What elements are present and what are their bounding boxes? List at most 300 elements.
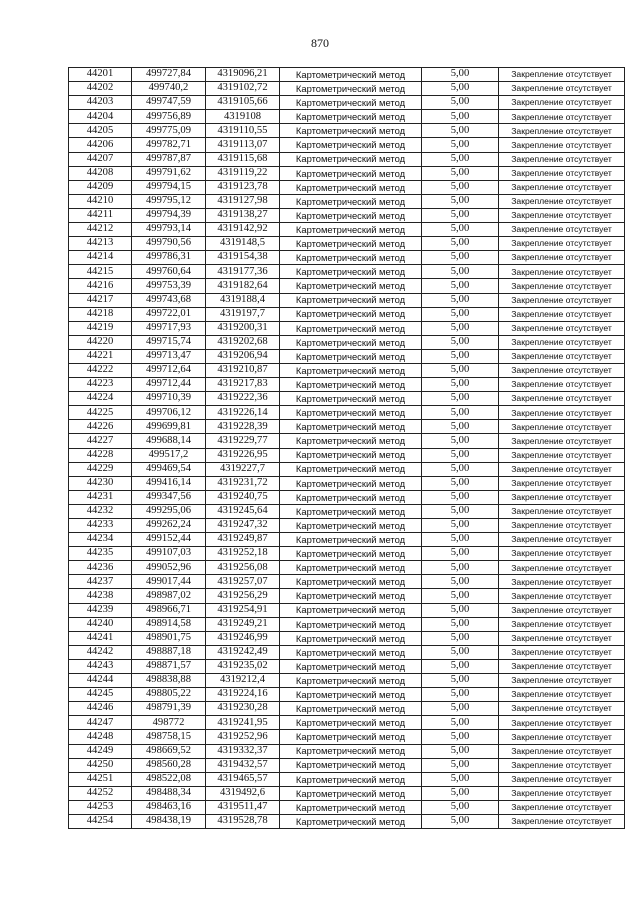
method-cell: Картометрический метод [280, 434, 422, 448]
fixation-cell: Закрепление отсутствует [499, 448, 625, 462]
table-row [69, 237, 625, 251]
fixation-cell: Закрепление отсутствует [499, 265, 625, 279]
y-coordinate-cell: 4319256,08 [206, 561, 280, 575]
y-coordinate-cell: 4319247,32 [206, 519, 280, 533]
method-cell: Картометрический метод [280, 744, 422, 758]
table-row [69, 772, 625, 786]
accuracy-cell: 5,00 [422, 772, 499, 786]
y-coordinate-cell: 4319217,83 [206, 378, 280, 392]
y-coordinate-cell: 4319249,21 [206, 617, 280, 631]
point-number-cell: 44240 [69, 617, 132, 631]
point-number-cell: 44209 [69, 180, 132, 194]
y-coordinate-cell: 4319249,87 [206, 533, 280, 547]
y-coordinate-cell: 4319123,78 [206, 180, 280, 194]
point-number-cell: 44226 [69, 420, 132, 434]
coordinates-table [68, 67, 625, 829]
x-coordinate-cell: 499753,39 [132, 279, 206, 293]
table-row [69, 533, 625, 547]
table-row [69, 68, 625, 82]
point-number-cell: 44251 [69, 772, 132, 786]
fixation-cell: Закрепление отсутствует [499, 786, 625, 800]
x-coordinate-cell: 499017,44 [132, 575, 206, 589]
fixation-cell: Закрепление отсутствует [499, 744, 625, 758]
accuracy-cell: 5,00 [422, 335, 499, 349]
table-row [69, 335, 625, 349]
x-coordinate-cell: 498887,18 [132, 645, 206, 659]
y-coordinate-cell: 4319102,72 [206, 82, 280, 96]
point-number-cell: 44249 [69, 744, 132, 758]
fixation-cell: Закрепление отсутствует [499, 194, 625, 208]
x-coordinate-cell: 499712,44 [132, 378, 206, 392]
x-coordinate-cell: 499743,68 [132, 293, 206, 307]
y-coordinate-cell: 4319142,92 [206, 223, 280, 237]
x-coordinate-cell: 498669,52 [132, 744, 206, 758]
x-coordinate-cell: 498838,88 [132, 674, 206, 688]
fixation-cell: Закрепление отсутствует [499, 82, 625, 96]
method-cell: Картометрический метод [280, 68, 422, 82]
y-coordinate-cell: 4319224,16 [206, 688, 280, 702]
accuracy-cell: 5,00 [422, 363, 499, 377]
method-cell: Картометрический метод [280, 180, 422, 194]
point-number-cell: 44229 [69, 462, 132, 476]
point-number-cell: 44227 [69, 434, 132, 448]
table-row [69, 96, 625, 110]
point-number-cell: 44212 [69, 223, 132, 237]
method-cell: Картометрический метод [280, 279, 422, 293]
y-coordinate-cell: 4319227,7 [206, 462, 280, 476]
accuracy-cell: 5,00 [422, 293, 499, 307]
x-coordinate-cell: 498901,75 [132, 631, 206, 645]
accuracy-cell: 5,00 [422, 617, 499, 631]
table-row [69, 349, 625, 363]
y-coordinate-cell: 4319206,94 [206, 349, 280, 363]
table-row [69, 504, 625, 518]
method-cell: Картометрический метод [280, 504, 422, 518]
method-cell: Картометрический метод [280, 448, 422, 462]
x-coordinate-cell: 499727,84 [132, 68, 206, 82]
method-cell: Картометрический метод [280, 378, 422, 392]
accuracy-cell: 5,00 [422, 307, 499, 321]
x-coordinate-cell: 499740,2 [132, 82, 206, 96]
table-row [69, 448, 625, 462]
point-number-cell: 44245 [69, 688, 132, 702]
table-row [69, 814, 625, 828]
point-number-cell: 44234 [69, 533, 132, 547]
table-row [69, 617, 625, 631]
x-coordinate-cell: 499782,71 [132, 138, 206, 152]
method-cell: Картометрический метод [280, 674, 422, 688]
point-number-cell: 44213 [69, 237, 132, 251]
table-row [69, 307, 625, 321]
point-number-cell: 44224 [69, 392, 132, 406]
y-coordinate-cell: 4319148,5 [206, 237, 280, 251]
fixation-cell: Закрепление отсутствует [499, 124, 625, 138]
y-coordinate-cell: 4319511,47 [206, 800, 280, 814]
accuracy-cell: 5,00 [422, 533, 499, 547]
y-coordinate-cell: 4319154,38 [206, 251, 280, 265]
y-coordinate-cell: 4319242,49 [206, 645, 280, 659]
fixation-cell: Закрепление отсутствует [499, 674, 625, 688]
x-coordinate-cell: 499710,39 [132, 392, 206, 406]
method-cell: Картометрический метод [280, 659, 422, 673]
accuracy-cell: 5,00 [422, 349, 499, 363]
point-number-cell: 44236 [69, 561, 132, 575]
method-cell: Картометрический метод [280, 603, 422, 617]
point-number-cell: 44248 [69, 730, 132, 744]
point-number-cell: 44235 [69, 547, 132, 561]
fixation-cell: Закрепление отсутствует [499, 688, 625, 702]
accuracy-cell: 5,00 [422, 321, 499, 335]
point-number-cell: 44202 [69, 82, 132, 96]
x-coordinate-cell: 498805,22 [132, 688, 206, 702]
table-row [69, 166, 625, 180]
accuracy-cell: 5,00 [422, 208, 499, 222]
fixation-cell: Закрепление отсутствует [499, 659, 625, 673]
method-cell: Картометрический метод [280, 533, 422, 547]
table-row [69, 265, 625, 279]
x-coordinate-cell: 498560,28 [132, 758, 206, 772]
accuracy-cell: 5,00 [422, 800, 499, 814]
method-cell: Картометрический метод [280, 716, 422, 730]
point-number-cell: 44219 [69, 321, 132, 335]
fixation-cell: Закрепление отсутствует [499, 110, 625, 124]
x-coordinate-cell: 499688,14 [132, 434, 206, 448]
x-coordinate-cell: 499790,56 [132, 237, 206, 251]
table-row [69, 631, 625, 645]
x-coordinate-cell: 499775,09 [132, 124, 206, 138]
accuracy-cell: 5,00 [422, 730, 499, 744]
y-coordinate-cell: 4319182,64 [206, 279, 280, 293]
fixation-cell: Закрепление отсутствует [499, 392, 625, 406]
x-coordinate-cell: 499787,87 [132, 152, 206, 166]
accuracy-cell: 5,00 [422, 194, 499, 208]
point-number-cell: 44239 [69, 603, 132, 617]
point-number-cell: 44204 [69, 110, 132, 124]
x-coordinate-cell: 499713,47 [132, 349, 206, 363]
fixation-cell: Закрепление отсутствует [499, 279, 625, 293]
point-number-cell: 44217 [69, 293, 132, 307]
y-coordinate-cell: 4319241,95 [206, 716, 280, 730]
fixation-cell: Закрепление отсутствует [499, 68, 625, 82]
accuracy-cell: 5,00 [422, 110, 499, 124]
method-cell: Картометрический метод [280, 631, 422, 645]
table-row [69, 758, 625, 772]
point-number-cell: 44210 [69, 194, 132, 208]
x-coordinate-cell: 499706,12 [132, 406, 206, 420]
fixation-cell: Закрепление отсутствует [499, 617, 625, 631]
x-coordinate-cell: 498966,71 [132, 603, 206, 617]
y-coordinate-cell: 4319226,95 [206, 448, 280, 462]
table-row [69, 110, 625, 124]
accuracy-cell: 5,00 [422, 378, 499, 392]
accuracy-cell: 5,00 [422, 279, 499, 293]
method-cell: Картометрический метод [280, 617, 422, 631]
x-coordinate-cell: 498987,02 [132, 589, 206, 603]
table-row [69, 293, 625, 307]
method-cell: Картометрический метод [280, 490, 422, 504]
point-number-cell: 44250 [69, 758, 132, 772]
y-coordinate-cell: 4319226,14 [206, 406, 280, 420]
point-number-cell: 44238 [69, 589, 132, 603]
x-coordinate-cell: 499756,89 [132, 110, 206, 124]
accuracy-cell: 5,00 [422, 265, 499, 279]
y-coordinate-cell: 4319256,29 [206, 589, 280, 603]
method-cell: Картометрический метод [280, 772, 422, 786]
x-coordinate-cell: 499794,39 [132, 208, 206, 222]
table-row [69, 223, 625, 237]
point-number-cell: 44222 [69, 363, 132, 377]
x-coordinate-cell: 498914,58 [132, 617, 206, 631]
table-row [69, 251, 625, 265]
x-coordinate-cell: 499786,31 [132, 251, 206, 265]
fixation-cell: Закрепление отсутствует [499, 321, 625, 335]
fixation-cell: Закрепление отсутствует [499, 504, 625, 518]
fixation-cell: Закрепление отсутствует [499, 307, 625, 321]
fixation-cell: Закрепление отсутствует [499, 406, 625, 420]
method-cell: Картометрический метод [280, 251, 422, 265]
table-row [69, 420, 625, 434]
method-cell: Картометрический метод [280, 223, 422, 237]
method-cell: Картометрический метод [280, 406, 422, 420]
table-row [69, 730, 625, 744]
table-row [69, 716, 625, 730]
y-coordinate-cell: 4319119,22 [206, 166, 280, 180]
table-row [69, 490, 625, 504]
method-cell: Картометрический метод [280, 561, 422, 575]
fixation-cell: Закрепление отсутствует [499, 533, 625, 547]
point-number-cell: 44233 [69, 519, 132, 533]
point-number-cell: 44241 [69, 631, 132, 645]
accuracy-cell: 5,00 [422, 659, 499, 673]
method-cell: Картометрический метод [280, 800, 422, 814]
accuracy-cell: 5,00 [422, 96, 499, 110]
y-coordinate-cell: 4319231,72 [206, 476, 280, 490]
table-row [69, 603, 625, 617]
accuracy-cell: 5,00 [422, 251, 499, 265]
fixation-cell: Закрепление отсутствует [499, 237, 625, 251]
fixation-cell: Закрепление отсутствует [499, 603, 625, 617]
table-row [69, 321, 625, 335]
fixation-cell: Закрепление отсутствует [499, 814, 625, 828]
accuracy-cell: 5,00 [422, 462, 499, 476]
point-number-cell: 44216 [69, 279, 132, 293]
fixation-cell: Закрепление отсутствует [499, 575, 625, 589]
accuracy-cell: 5,00 [422, 645, 499, 659]
method-cell: Картометрический метод [280, 645, 422, 659]
y-coordinate-cell: 4319108 [206, 110, 280, 124]
point-number-cell: 44232 [69, 504, 132, 518]
x-coordinate-cell: 499295,06 [132, 504, 206, 518]
accuracy-cell: 5,00 [422, 406, 499, 420]
table-row [69, 363, 625, 377]
y-coordinate-cell: 4319113,07 [206, 138, 280, 152]
fixation-cell: Закрепление отсутствует [499, 363, 625, 377]
table-row [69, 406, 625, 420]
accuracy-cell: 5,00 [422, 519, 499, 533]
method-cell: Картометрический метод [280, 589, 422, 603]
method-cell: Картометрический метод [280, 335, 422, 349]
y-coordinate-cell: 4319228,39 [206, 420, 280, 434]
method-cell: Картометрический метод [280, 814, 422, 828]
y-coordinate-cell: 4319492,6 [206, 786, 280, 800]
table-row [69, 659, 625, 673]
y-coordinate-cell: 4319210,87 [206, 363, 280, 377]
accuracy-cell: 5,00 [422, 152, 499, 166]
table-row [69, 744, 625, 758]
fixation-cell: Закрепление отсутствует [499, 152, 625, 166]
x-coordinate-cell: 499712,64 [132, 363, 206, 377]
x-coordinate-cell: 499416,14 [132, 476, 206, 490]
point-number-cell: 44244 [69, 674, 132, 688]
point-number-cell: 44247 [69, 716, 132, 730]
y-coordinate-cell: 4319229,77 [206, 434, 280, 448]
x-coordinate-cell: 499152,44 [132, 533, 206, 547]
table-row [69, 589, 625, 603]
fixation-cell: Закрепление отсутствует [499, 490, 625, 504]
accuracy-cell: 5,00 [422, 603, 499, 617]
table-row [69, 124, 625, 138]
method-cell: Картометрический метод [280, 110, 422, 124]
point-number-cell: 44214 [69, 251, 132, 265]
fixation-cell: Закрепление отсутствует [499, 349, 625, 363]
table-row [69, 476, 625, 490]
table-row [69, 800, 625, 814]
point-number-cell: 44220 [69, 335, 132, 349]
method-cell: Картометрический метод [280, 688, 422, 702]
point-number-cell: 44208 [69, 166, 132, 180]
table-row [69, 645, 625, 659]
x-coordinate-cell: 498463,16 [132, 800, 206, 814]
point-number-cell: 44215 [69, 265, 132, 279]
fixation-cell: Закрепление отсутствует [499, 420, 625, 434]
accuracy-cell: 5,00 [422, 758, 499, 772]
accuracy-cell: 5,00 [422, 702, 499, 716]
y-coordinate-cell: 4319096,21 [206, 68, 280, 82]
x-coordinate-cell: 499699,81 [132, 420, 206, 434]
point-number-cell: 44252 [69, 786, 132, 800]
fixation-cell: Закрепление отсутствует [499, 631, 625, 645]
x-coordinate-cell: 499262,24 [132, 519, 206, 533]
accuracy-cell: 5,00 [422, 180, 499, 194]
y-coordinate-cell: 4319528,78 [206, 814, 280, 828]
table-row [69, 208, 625, 222]
accuracy-cell: 5,00 [422, 674, 499, 688]
method-cell: Картометрический метод [280, 349, 422, 363]
accuracy-cell: 5,00 [422, 786, 499, 800]
point-number-cell: 44201 [69, 68, 132, 82]
y-coordinate-cell: 4319105,66 [206, 96, 280, 110]
fixation-cell: Закрепление отсутствует [499, 138, 625, 152]
method-cell: Картометрический метод [280, 420, 422, 434]
method-cell: Картометрический метод [280, 786, 422, 800]
y-coordinate-cell: 4319222,36 [206, 392, 280, 406]
method-cell: Картометрический метод [280, 307, 422, 321]
x-coordinate-cell: 499722,01 [132, 307, 206, 321]
fixation-cell: Закрепление отсутствует [499, 561, 625, 575]
method-cell: Картометрический метод [280, 392, 422, 406]
table-row [69, 194, 625, 208]
point-number-cell: 44230 [69, 476, 132, 490]
point-number-cell: 44221 [69, 349, 132, 363]
table-row [69, 688, 625, 702]
table-row [69, 434, 625, 448]
y-coordinate-cell: 4319188,4 [206, 293, 280, 307]
method-cell: Картометрический метод [280, 575, 422, 589]
accuracy-cell: 5,00 [422, 575, 499, 589]
accuracy-cell: 5,00 [422, 504, 499, 518]
x-coordinate-cell: 498438,19 [132, 814, 206, 828]
table-row [69, 702, 625, 716]
method-cell: Картометрический метод [280, 702, 422, 716]
y-coordinate-cell: 4319212,4 [206, 674, 280, 688]
y-coordinate-cell: 4319197,7 [206, 307, 280, 321]
method-cell: Картометрический метод [280, 194, 422, 208]
y-coordinate-cell: 4319138,27 [206, 208, 280, 222]
table-row [69, 392, 625, 406]
table-row [69, 786, 625, 800]
y-coordinate-cell: 4319252,96 [206, 730, 280, 744]
point-number-cell: 44206 [69, 138, 132, 152]
y-coordinate-cell: 4319235,02 [206, 659, 280, 673]
y-coordinate-cell: 4319177,36 [206, 265, 280, 279]
x-coordinate-cell: 499347,56 [132, 490, 206, 504]
fixation-cell: Закрепление отсутствует [499, 519, 625, 533]
table-row [69, 575, 625, 589]
y-coordinate-cell: 4319252,18 [206, 547, 280, 561]
y-coordinate-cell: 4319127,98 [206, 194, 280, 208]
fixation-cell: Закрепление отсутствует [499, 293, 625, 307]
x-coordinate-cell: 499717,93 [132, 321, 206, 335]
table-row [69, 378, 625, 392]
point-number-cell: 44254 [69, 814, 132, 828]
page-number: 870 [311, 36, 329, 50]
y-coordinate-cell: 4319202,68 [206, 335, 280, 349]
method-cell: Картометрический метод [280, 321, 422, 335]
accuracy-cell: 5,00 [422, 237, 499, 251]
fixation-cell: Закрепление отсутствует [499, 462, 625, 476]
y-coordinate-cell: 4319245,64 [206, 504, 280, 518]
accuracy-cell: 5,00 [422, 124, 499, 138]
method-cell: Картометрический метод [280, 730, 422, 744]
y-coordinate-cell: 4319332,37 [206, 744, 280, 758]
accuracy-cell: 5,00 [422, 138, 499, 152]
y-coordinate-cell: 4319115,68 [206, 152, 280, 166]
table-row [69, 180, 625, 194]
method-cell: Картометрический метод [280, 152, 422, 166]
accuracy-cell: 5,00 [422, 68, 499, 82]
method-cell: Картометрический метод [280, 758, 422, 772]
x-coordinate-cell: 499791,62 [132, 166, 206, 180]
table-row [69, 674, 625, 688]
method-cell: Картометрический метод [280, 462, 422, 476]
fixation-cell: Закрепление отсутствует [499, 772, 625, 786]
point-number-cell: 44246 [69, 702, 132, 716]
table-row [69, 152, 625, 166]
method-cell: Картометрический метод [280, 363, 422, 377]
y-coordinate-cell: 4319432,57 [206, 758, 280, 772]
fixation-cell: Закрепление отсутствует [499, 758, 625, 772]
point-number-cell: 44253 [69, 800, 132, 814]
x-coordinate-cell: 499517,2 [132, 448, 206, 462]
x-coordinate-cell: 499760,64 [132, 265, 206, 279]
fixation-cell: Закрепление отсутствует [499, 547, 625, 561]
x-coordinate-cell: 498488,34 [132, 786, 206, 800]
accuracy-cell: 5,00 [422, 448, 499, 462]
point-number-cell: 44223 [69, 378, 132, 392]
fixation-cell: Закрепление отсутствует [499, 208, 625, 222]
fixation-cell: Закрепление отсутствует [499, 180, 625, 194]
table-row [69, 519, 625, 533]
